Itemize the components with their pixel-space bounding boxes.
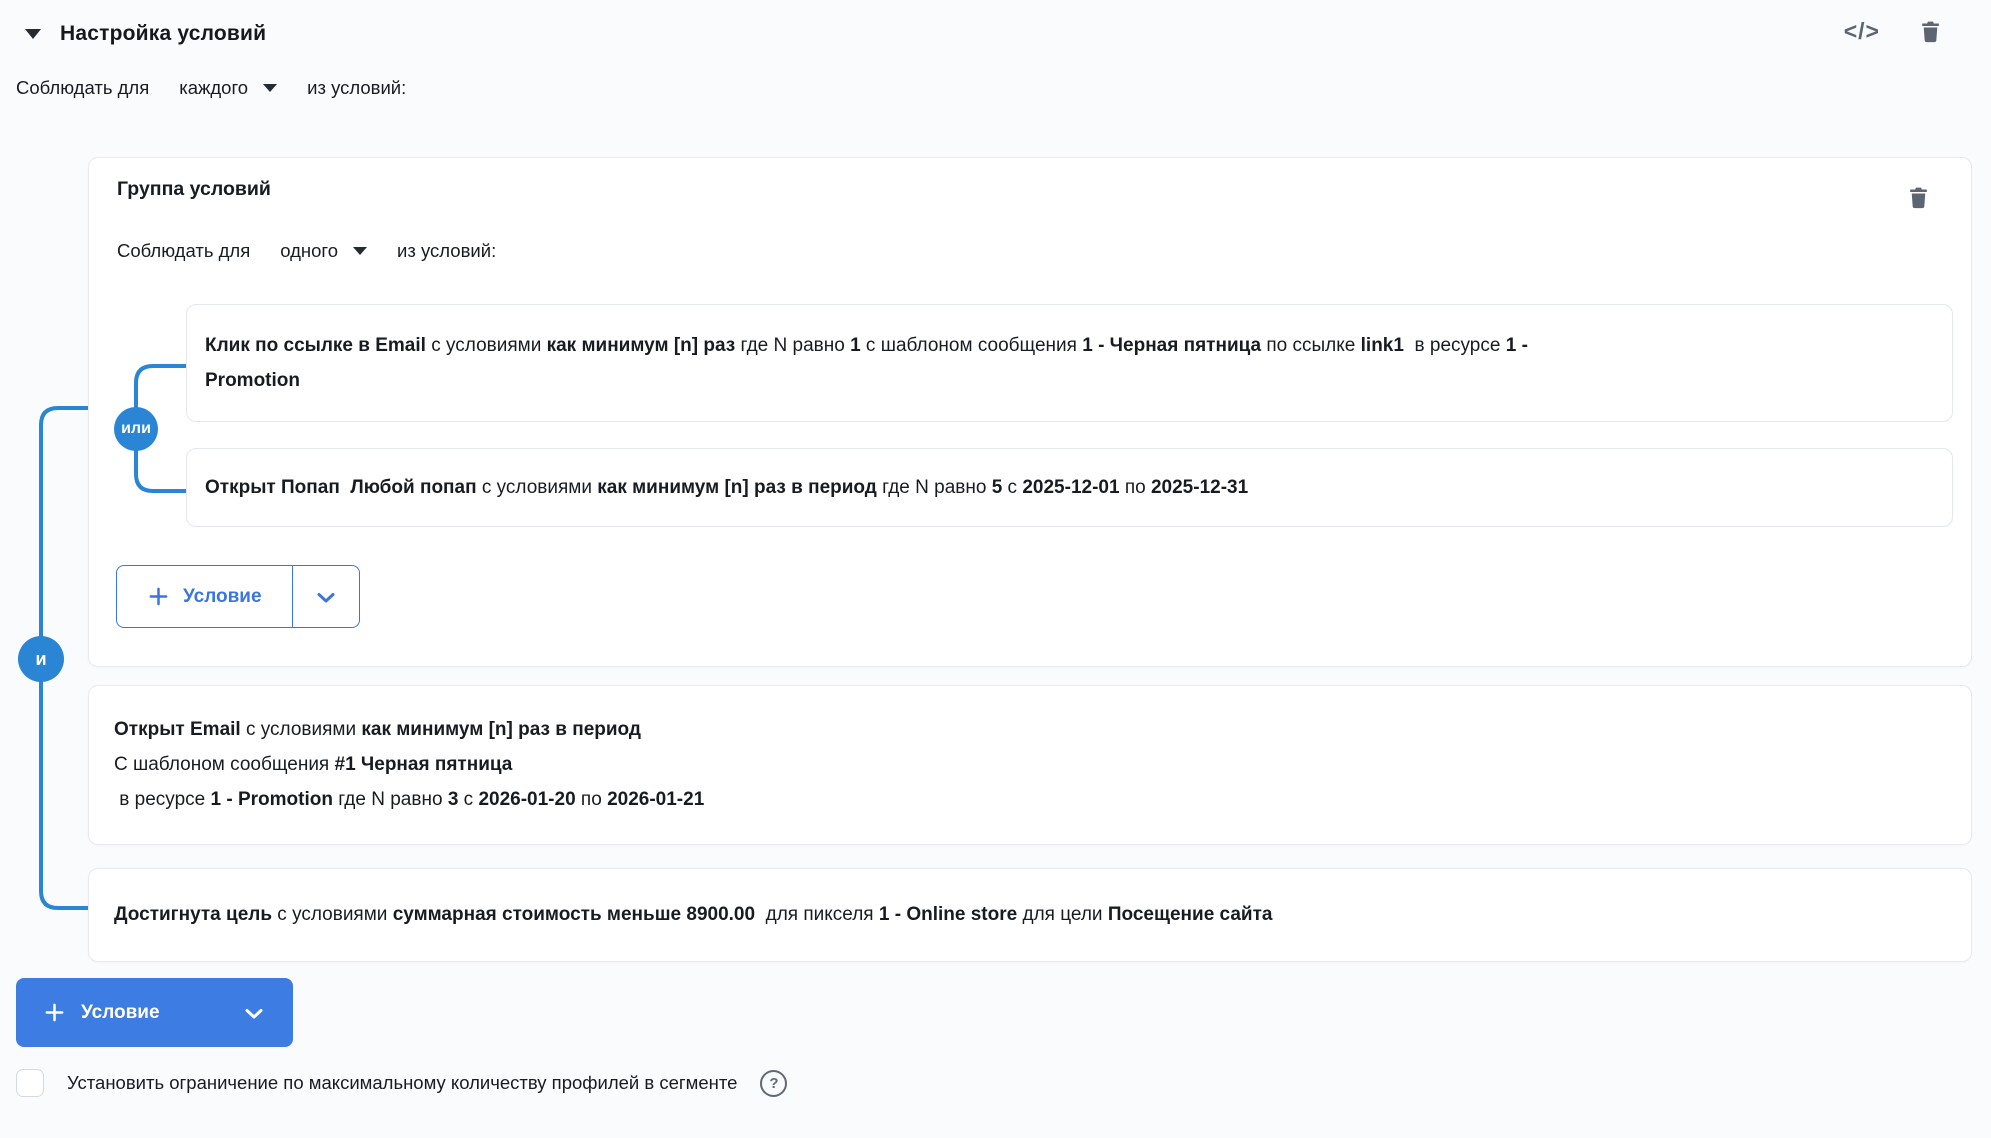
plus-icon xyxy=(147,585,170,608)
profile-limit-label: Установить ограничение по максимальному количеству профилей в сегменте xyxy=(67,1072,738,1093)
condition-card-email-opened[interactable] xyxy=(88,685,1972,845)
add-condition-button[interactable] xyxy=(16,978,293,1047)
group-match-row xyxy=(117,240,496,262)
condition-card-click-email[interactable] xyxy=(186,304,1953,422)
group-add-condition-button xyxy=(116,565,360,628)
group-add-condition-main[interactable] xyxy=(117,566,292,627)
condition-text: Открыт Email с условиями как минимум [n] раз в период С шаблоном сообщения #1 Черная пятница в ресурсе 1 - Promotion где N равно 3 с 2026-01-20 по 2026-01-21 xyxy=(114,719,705,810)
match-suffix: из условий: xyxy=(307,77,407,98)
add-condition-label: Условие xyxy=(183,585,262,607)
group-add-condition-dropdown[interactable] xyxy=(293,566,359,627)
panel-header xyxy=(25,18,266,50)
match-quantifier-select[interactable] xyxy=(179,77,277,99)
add-condition-label: Условие xyxy=(81,1001,160,1023)
match-prefix: Соблюдать для xyxy=(16,77,150,98)
plus-icon xyxy=(43,1001,66,1024)
header-actions xyxy=(1844,18,1943,45)
group-title: Группа условий xyxy=(117,178,271,200)
chevron-down-icon xyxy=(242,1001,266,1025)
or-badge: или xyxy=(114,407,158,451)
profile-limit-checkbox[interactable] xyxy=(16,1069,44,1097)
delete-group-icon[interactable] xyxy=(1906,184,1931,211)
condition-card-goal-reached[interactable] xyxy=(88,868,1972,962)
and-badge: и xyxy=(18,636,64,682)
condition-group-card xyxy=(88,157,1972,667)
condition-text: Достигнута цель с условиями суммарная стоимость меньше 8900.00 для пикселя 1 - Online store для цели Посещение сайта xyxy=(114,904,1273,925)
top-match-row xyxy=(16,77,406,99)
chevron-down-icon xyxy=(314,585,338,609)
delete-all-icon[interactable] xyxy=(1918,18,1943,45)
code-view-icon[interactable]: </> xyxy=(1843,18,1880,44)
chevron-down-icon xyxy=(353,247,367,255)
group-quantifier-select[interactable] xyxy=(280,240,367,262)
condition-text: Клик по ссылке в Email с условиями как минимум [n] раз где N равно 1 с шаблоном сообщения 1 - Черная пятница по ссылке link1 в ресурсе 1 - Promotion xyxy=(205,335,1528,391)
profile-limit-row xyxy=(16,1066,787,1100)
chevron-down-icon xyxy=(263,84,277,92)
match-quantifier-value: каждого xyxy=(179,77,249,98)
match-suffix: из условий: xyxy=(397,240,497,261)
collapse-caret-icon[interactable] xyxy=(25,29,41,39)
group-actions xyxy=(1906,184,1931,211)
help-icon[interactable]: ? xyxy=(760,1070,787,1097)
group-quantifier-value: одного xyxy=(280,240,339,261)
condition-card-popup-opened[interactable] xyxy=(186,448,1953,527)
match-prefix: Соблюдать для xyxy=(117,240,251,261)
page-title: Настройка условий xyxy=(60,22,267,45)
condition-text: Открыт Попап Любой попап с условиями как минимум [n] раз в период где N равно 5 с 2025-12-01 по 2025-12-31 xyxy=(205,477,1249,498)
